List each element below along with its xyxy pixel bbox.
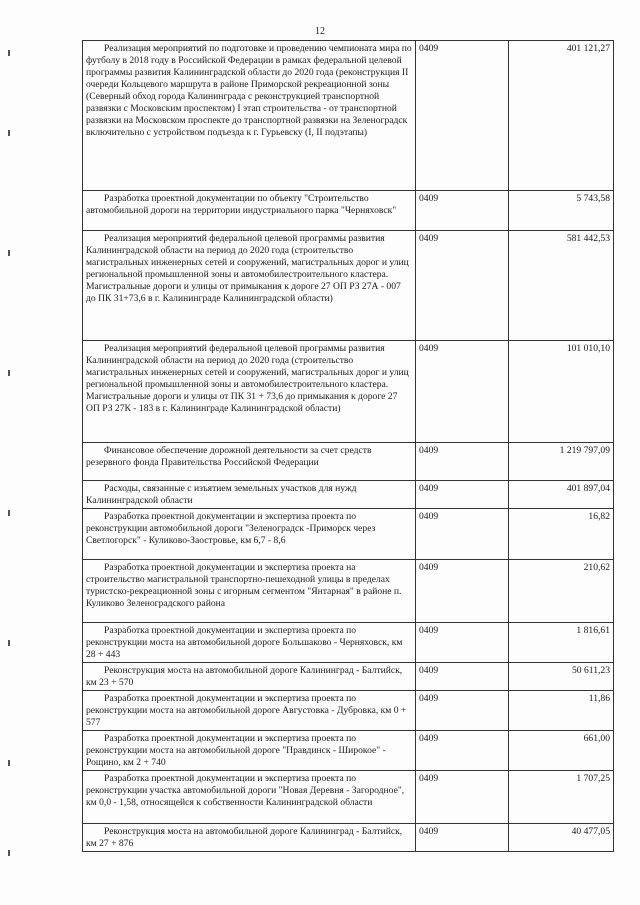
row-amount: 1 816,61 — [509, 623, 614, 663]
row-code: 0409 — [416, 191, 509, 231]
row-code: 0409 — [416, 771, 509, 824]
row-amount: 1 219 797,09 — [509, 443, 614, 481]
row-code: 0409 — [416, 560, 509, 623]
row-amount: 581 442,53 — [509, 231, 614, 341]
row-description: Разработка проектной документации и экспертиза проекта по реконструкции моста на автомобильной дороге Большаково - Черняховск, км 28 + 443 — [83, 623, 416, 663]
table-row — [83, 560, 614, 623]
table-row — [83, 481, 614, 509]
row-amount: 661,00 — [509, 731, 614, 771]
row-description: Реконструкция моста на автомобильной дороге Калининград - Балтийск, км 27 + 876 — [83, 824, 416, 852]
table-row — [83, 731, 614, 771]
row-description: Реализация мероприятий федеральной целевой программы развития Калининградской области на период до 2020 года (строительство магистральных инженерных сетей и сооружений, магистральных дорог и улиц региональной промышленной зоны и автомобилестроительного кластера. Магистральные дороги и улицы от ПК 31 + 73,6 до примыкания к дороге 27 ОП РЗ 27К - 183 в г. Калининграде Калининградской области) — [83, 341, 416, 443]
row-description: Финансовое обеспечение дорожной деятельности за счет средств резервного фонда Правительства Российской Федерации — [83, 443, 416, 481]
row-code: 0409 — [416, 623, 509, 663]
row-code: 0409 — [416, 691, 509, 731]
table-row — [83, 663, 614, 691]
row-code: 0409 — [416, 231, 509, 341]
row-code: 0409 — [416, 509, 509, 560]
row-code: 0409 — [416, 731, 509, 771]
table-row — [83, 231, 614, 341]
row-code: 0409 — [416, 341, 509, 443]
row-amount: 40 477,05 — [509, 824, 614, 852]
row-description: Реализация мероприятий по подготовке и проведению чемпионата мира по футболу в 2018 году в Российской Федерации в рамках федеральной целевой программы развития Калининградской области до 2020 года (реконструкция II очереди Кольцевого маршрута в районе Приморской рекреационной зоны (Северный обход города Калининграда с реконструкцией транспортной развязки с Московским проспектом) I этап строительства - от транспортной развязки на Московском проспекте до транспортной развязки на Зеленоградск включительно с устройством подъезда к г. Гурьевску (I, II подэтапы) — [83, 41, 416, 191]
row-description: Разработка проектной документации и экспертиза проекта по реконструкции моста на автомобильной дороге "Правдинск - Широкое" - Рощино, км 2 + 740 — [83, 731, 416, 771]
table-row — [83, 191, 614, 231]
row-amount: 16,82 — [509, 509, 614, 560]
table-row — [83, 824, 614, 852]
table-row — [83, 41, 614, 191]
row-amount: 401 897,04 — [509, 481, 614, 509]
row-description: Реконструкция моста на автомобильной дороге Калининград - Балтийск, км 23 + 570 — [83, 663, 416, 691]
row-description: Разработка проектной документации и экспертиза проекта по реконструкции моста на автомобильной дороге Августовка - Дубровка, км 0 + 577 — [83, 691, 416, 731]
table-row — [83, 691, 614, 731]
row-amount: 5 743,58 — [509, 191, 614, 231]
row-amount: 1 707,25 — [509, 771, 614, 824]
row-description: Разработка проектной документации и экспертиза проекта на строительство магистральной транспортно-пешеходной улицы в пределах туристско-рекреационной зоны с игорным сегментом "Янтарная" в районе п. Куликово Зеленоградского района — [83, 560, 416, 623]
row-description: Реализация мероприятий федеральной целевой программы развития Калининградской области на период до 2020 года (строительство магистральных инженерных сетей и сооружений, магистральных дорог и улиц региональной промышленной зоны и автомобилестроительного кластера. Магистральные дороги и улицы от примыкания к дороге 27 ОП РЗ 27А - 007 до ПК 31+73,6 в г. Калининграде Калининградской области) — [83, 231, 416, 341]
page-number: 12 — [315, 26, 325, 37]
budget-table — [82, 40, 614, 852]
table-row — [83, 771, 614, 824]
table-row — [83, 509, 614, 560]
row-code: 0409 — [416, 663, 509, 691]
row-description: Расходы, связанные с изъятием земельных участков для нужд Калининградской области — [83, 481, 416, 509]
row-description: Разработка проектной документации и экспертиза проекта по реконструкции автомобильной дороги "Зеленоградск -Приморск через Светлогорск" - Куликово-Заостровье, км 6,7 - 8,6 — [83, 509, 416, 560]
row-code: 0409 — [416, 443, 509, 481]
row-amount: 210,62 — [509, 560, 614, 623]
table-row — [83, 443, 614, 481]
row-amount: 11,86 — [509, 691, 614, 731]
row-description: Разработка проектной документации и экспертиза проекта по реконструкции участка автомобильной дороги "Новая Деревня - Загородное", км 0,0 - 1,58, относящейся к собственности Калининградской области — [83, 771, 416, 824]
row-code: 0409 — [416, 481, 509, 509]
row-description: Разработка проектной документации по объекту "Строительство автомобильной дороги на территории индустриального парка "Черняховск" — [83, 191, 416, 231]
row-code: 0409 — [416, 824, 509, 852]
row-amount: 50 611,23 — [509, 663, 614, 691]
table-row — [83, 623, 614, 663]
table-row — [83, 341, 614, 443]
scan-margin-marks — [8, 40, 11, 860]
row-amount: 401 121,27 — [509, 41, 614, 191]
row-code: 0409 — [416, 41, 509, 191]
row-amount: 101 010,10 — [509, 341, 614, 443]
